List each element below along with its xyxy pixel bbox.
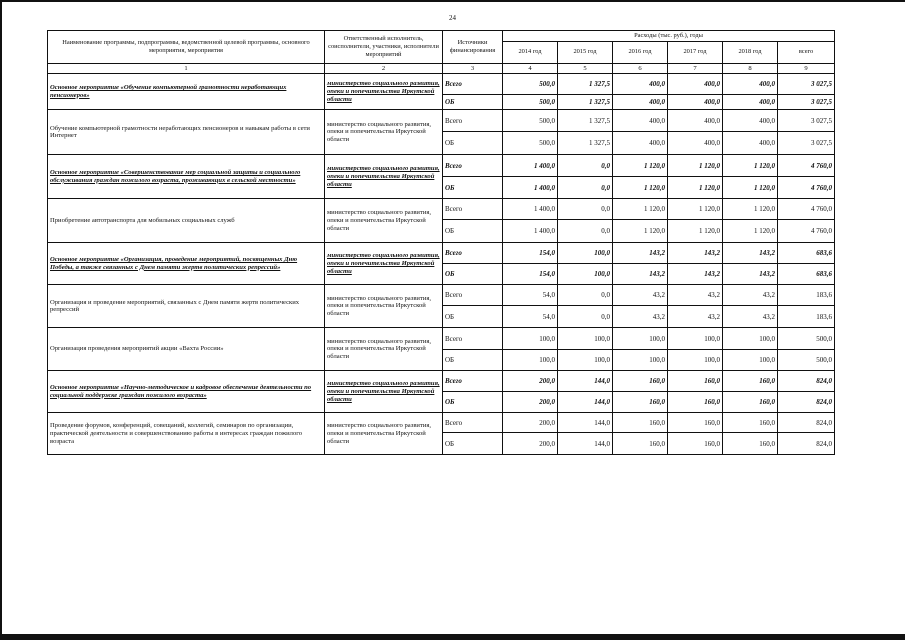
year-value: 100,0 <box>503 328 558 350</box>
table-row <box>48 243 835 264</box>
header-total: всего <box>778 41 835 63</box>
year-value: 1 120,0 <box>723 155 778 177</box>
activity-name: Проведение форумов, конференций, совещаний, коллегий, семинаров по организации, практической деятельности и совершенствованию работы в интересах граждан пожилого возраста <box>48 413 325 455</box>
total-value: 500,0 <box>778 350 835 371</box>
executor: министерство социального развития, опеки и попечительства Иркутской области <box>325 155 443 199</box>
year-value: 400,0 <box>613 110 668 132</box>
header-year: 2016 год <box>613 41 668 63</box>
year-value: 154,0 <box>503 243 558 264</box>
year-value: 1 120,0 <box>613 199 668 220</box>
year-value: 100,0 <box>723 350 778 371</box>
year-value: 160,0 <box>613 392 668 413</box>
year-value: 160,0 <box>668 433 723 455</box>
funding-source: Всего <box>443 328 503 350</box>
year-value: 400,0 <box>668 95 723 110</box>
year-value: 160,0 <box>613 371 668 392</box>
year-value: 0,0 <box>558 306 613 328</box>
column-number: 8 <box>723 63 778 74</box>
year-value: 154,0 <box>503 264 558 285</box>
year-value: 0,0 <box>558 285 613 306</box>
header-year: 2018 год <box>723 41 778 63</box>
funding-source: Всего <box>443 371 503 392</box>
header-year: 2017 год <box>668 41 723 63</box>
year-value: 100,0 <box>723 328 778 350</box>
year-value: 500,0 <box>503 95 558 110</box>
year-value: 1 400,0 <box>503 220 558 243</box>
executor: министерство социального развития, опеки и попечительства Иркутской области <box>325 371 443 413</box>
year-value: 100,0 <box>668 328 723 350</box>
year-value: 0,0 <box>558 199 613 220</box>
table-body <box>48 74 835 455</box>
year-value: 100,0 <box>558 264 613 285</box>
year-value: 400,0 <box>613 132 668 155</box>
year-value: 160,0 <box>613 433 668 455</box>
year-value: 1 120,0 <box>613 155 668 177</box>
total-value: 3 027,5 <box>778 95 835 110</box>
year-value: 160,0 <box>613 413 668 433</box>
year-value: 400,0 <box>723 132 778 155</box>
scan-border-left <box>0 0 2 640</box>
header-executor: Ответственный исполнитель, соисполнители, участники, исполнители мероприятий <box>325 31 443 64</box>
activity-name: Организация проведения мероприятий акции «Вахта России» <box>48 328 325 371</box>
year-value: 144,0 <box>558 371 613 392</box>
year-value: 0,0 <box>558 155 613 177</box>
year-value: 144,0 <box>558 413 613 433</box>
year-value: 43,2 <box>723 306 778 328</box>
year-value: 200,0 <box>503 413 558 433</box>
funding-source: Всего <box>443 285 503 306</box>
year-value: 1 120,0 <box>668 177 723 199</box>
year-value: 200,0 <box>503 371 558 392</box>
total-value: 500,0 <box>778 328 835 350</box>
year-value: 143,2 <box>668 264 723 285</box>
activity-name: Обучение компьютерной грамотности неработающих пенсионеров и навыкам работы в сети Интернет <box>48 110 325 155</box>
year-value: 0,0 <box>558 177 613 199</box>
activity-name: Приобретение автотранспорта для мобильных социальных служб <box>48 199 325 243</box>
funding-source: ОБ <box>443 132 503 155</box>
table-row <box>48 413 835 433</box>
executor: министерство социального развития, опеки и попечительства Иркутской области <box>325 285 443 328</box>
year-value: 1 400,0 <box>503 177 558 199</box>
main-activity-name: Основное мероприятие «Обучение компьютерной грамотности неработающих пенсионеров» <box>48 74 325 110</box>
year-value: 100,0 <box>613 350 668 371</box>
column-number: 7 <box>668 63 723 74</box>
year-value: 100,0 <box>668 350 723 371</box>
table-row <box>48 74 835 95</box>
year-value: 160,0 <box>723 433 778 455</box>
executor: министерство социального развития, опеки и попечительства Иркутской области <box>325 328 443 371</box>
total-value: 183,6 <box>778 306 835 328</box>
year-value: 200,0 <box>503 433 558 455</box>
year-value: 1 120,0 <box>668 220 723 243</box>
funding-source: Всего <box>443 243 503 264</box>
total-value: 824,0 <box>778 433 835 455</box>
table-row <box>48 328 835 350</box>
year-value: 144,0 <box>558 433 613 455</box>
funding-source: ОБ <box>443 392 503 413</box>
total-value: 824,0 <box>778 371 835 392</box>
total-value: 824,0 <box>778 413 835 433</box>
year-value: 1 120,0 <box>723 177 778 199</box>
funding-source: ОБ <box>443 433 503 455</box>
total-value: 824,0 <box>778 392 835 413</box>
column-number: 9 <box>778 63 835 74</box>
year-value: 43,2 <box>613 285 668 306</box>
funding-source: Всего <box>443 199 503 220</box>
header-program-name: Наименование программы, подпрограммы, ведомственной целевой программы, основного мероприятия, мероприятия <box>48 31 325 64</box>
year-value: 160,0 <box>723 413 778 433</box>
year-value: 1 327,5 <box>558 132 613 155</box>
year-value: 400,0 <box>613 74 668 95</box>
column-number: 2 <box>325 63 443 74</box>
year-value: 1 120,0 <box>613 177 668 199</box>
year-value: 100,0 <box>558 350 613 371</box>
column-number: 1 <box>48 63 325 74</box>
main-activity-name: Основное мероприятие «Научно-методическое и кадровое обеспечение деятельности по социальной поддержке граждан пожилого возраста» <box>48 371 325 413</box>
year-value: 43,2 <box>668 306 723 328</box>
year-value: 400,0 <box>668 74 723 95</box>
activity-name: Организация и проведение мероприятий, связанных с Днем памяти жертв политических репрессий <box>48 285 325 328</box>
total-value: 3 027,5 <box>778 132 835 155</box>
year-value: 143,2 <box>723 264 778 285</box>
total-value: 4 760,0 <box>778 155 835 177</box>
year-value: 1 120,0 <box>668 199 723 220</box>
year-value: 160,0 <box>668 413 723 433</box>
header-funding-source: Источники финансирования <box>443 31 503 64</box>
executor: министерство социального развития, опеки и попечительства Иркутской области <box>325 74 443 110</box>
column-number: 3 <box>443 63 503 74</box>
table-row <box>48 371 835 392</box>
funding-source: ОБ <box>443 220 503 243</box>
year-value: 1 400,0 <box>503 155 558 177</box>
main-activity-name: Основное мероприятие «Организация, проведение мероприятий, посвященных Дню Победы, а также связанных с Днем памяти жертв политических репрессий» <box>48 243 325 285</box>
year-value: 1 327,5 <box>558 95 613 110</box>
total-value: 4 760,0 <box>778 220 835 243</box>
year-value: 1 120,0 <box>613 220 668 243</box>
executor: министерство социального развития, опеки и попечительства Иркутской области <box>325 199 443 243</box>
year-value: 160,0 <box>668 392 723 413</box>
table-row <box>48 199 835 220</box>
table-row <box>48 110 835 132</box>
year-value: 100,0 <box>558 243 613 264</box>
executor: министерство социального развития, опеки и попечительства Иркутской области <box>325 243 443 285</box>
year-value: 43,2 <box>723 285 778 306</box>
funding-source: Всего <box>443 74 503 95</box>
year-value: 400,0 <box>668 110 723 132</box>
year-value: 1 327,5 <box>558 74 613 95</box>
year-value: 144,0 <box>558 392 613 413</box>
year-value: 400,0 <box>723 110 778 132</box>
total-value: 3 027,5 <box>778 74 835 95</box>
year-value: 160,0 <box>723 371 778 392</box>
page-number: 24 <box>449 14 456 22</box>
year-value: 100,0 <box>558 328 613 350</box>
header-year: 2015 год <box>558 41 613 63</box>
year-value: 143,2 <box>668 243 723 264</box>
year-value: 1 400,0 <box>503 199 558 220</box>
main-activity-name: Основное мероприятие «Совершенствование мер социальной защиты и социального обслуживания граждан пожилого возраста, проживающих в сельской местности» <box>48 155 325 199</box>
funding-source: ОБ <box>443 264 503 285</box>
year-value: 500,0 <box>503 132 558 155</box>
funding-source: Всего <box>443 413 503 433</box>
column-number: 5 <box>558 63 613 74</box>
executor: министерство социального развития, опеки и попечительства Иркутской области <box>325 110 443 155</box>
funding-source: ОБ <box>443 95 503 110</box>
year-value: 100,0 <box>503 350 558 371</box>
total-value: 183,6 <box>778 285 835 306</box>
header-year: 2014 год <box>503 41 558 63</box>
table-row <box>48 155 835 177</box>
year-value: 400,0 <box>723 95 778 110</box>
column-number: 6 <box>613 63 668 74</box>
table-row <box>48 285 835 306</box>
year-value: 100,0 <box>613 328 668 350</box>
funding-source: Всего <box>443 110 503 132</box>
total-value: 683,6 <box>778 264 835 285</box>
total-value: 4 760,0 <box>778 199 835 220</box>
year-value: 500,0 <box>503 110 558 132</box>
year-value: 0,0 <box>558 220 613 243</box>
year-value: 143,2 <box>613 243 668 264</box>
budget-table <box>47 30 835 455</box>
header-expenses: Расходы (тыс. руб.), годы <box>503 31 835 42</box>
funding-source: Всего <box>443 155 503 177</box>
year-value: 43,2 <box>668 285 723 306</box>
year-value: 400,0 <box>613 95 668 110</box>
total-value: 683,6 <box>778 243 835 264</box>
total-value: 4 760,0 <box>778 177 835 199</box>
column-number: 4 <box>503 63 558 74</box>
year-value: 400,0 <box>723 74 778 95</box>
year-value: 1 120,0 <box>668 155 723 177</box>
year-value: 143,2 <box>613 264 668 285</box>
funding-source: ОБ <box>443 350 503 371</box>
scan-border-bottom <box>0 634 905 640</box>
funding-source: ОБ <box>443 306 503 328</box>
year-value: 54,0 <box>503 306 558 328</box>
year-value: 1 327,5 <box>558 110 613 132</box>
funding-source: ОБ <box>443 177 503 199</box>
total-value: 3 027,5 <box>778 110 835 132</box>
year-value: 500,0 <box>503 74 558 95</box>
executor: министерство социального развития, опеки и попечительства Иркутской области <box>325 413 443 455</box>
year-value: 160,0 <box>668 371 723 392</box>
year-value: 160,0 <box>723 392 778 413</box>
year-value: 1 120,0 <box>723 220 778 243</box>
year-value: 200,0 <box>503 392 558 413</box>
year-value: 1 120,0 <box>723 199 778 220</box>
year-value: 43,2 <box>613 306 668 328</box>
year-value: 54,0 <box>503 285 558 306</box>
scan-border-top <box>0 0 905 2</box>
year-value: 400,0 <box>668 132 723 155</box>
year-value: 143,2 <box>723 243 778 264</box>
